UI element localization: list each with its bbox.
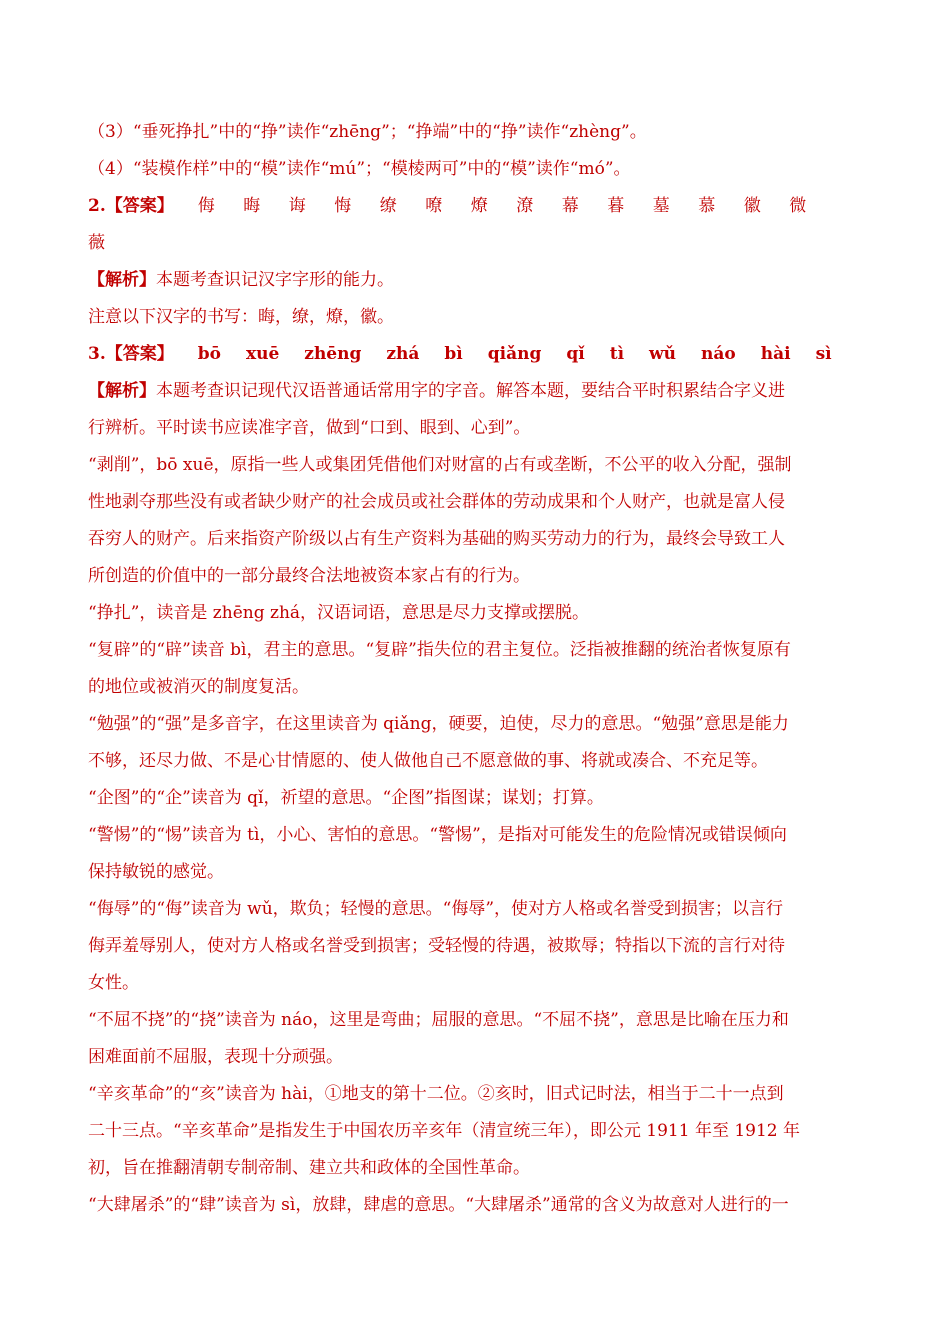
q3-analysis-line (88, 780, 868, 817)
q2-char: 侮 (197, 196, 215, 216)
q3-analysis-text: “辛亥革命”的“亥”读音为 hài，①地支的第十二位。②亥时，旧式记时法，相当于二十一点到 (88, 1084, 784, 1104)
q3-analysis-text: 所创造的价值中的一部分最终合法地被资本家占有的行为。 (88, 566, 530, 586)
q2-char: 诲 (288, 196, 306, 216)
q2-analysis-text: 本题考查识记汉字字形的能力。 (156, 270, 394, 290)
q3-analysis-text: “企图”的“企”读音为 qǐ，祈望的意思。“企图”指图谋；谋划；打算。 (88, 788, 604, 808)
q3-analysis-line (88, 484, 868, 521)
q3-pinyin: náo (701, 344, 736, 364)
q3-analysis-label: 【解析】 (88, 381, 156, 401)
q2-answer-label: 2.【答案】 (88, 196, 174, 216)
q2-char: 缭 (379, 196, 397, 216)
q3-pinyin: zhēng (304, 344, 362, 364)
q2-answer-row (88, 188, 868, 225)
q2-note: 注意以下汉字的书写：晦，缭，燎，徽。 (88, 307, 394, 327)
q2-char: 晦 (243, 196, 261, 216)
q2-char: 墓 (652, 196, 670, 216)
q3-pinyin: hài (760, 344, 791, 364)
q3-analysis-line (88, 1187, 868, 1224)
q3-pinyin: zhá (386, 344, 420, 364)
q3-analysis-line (88, 669, 868, 706)
q3-pinyin: xuē (245, 344, 280, 364)
q3-analysis-line (88, 1039, 868, 1076)
q3-analysis-text: 女性。 (88, 973, 139, 993)
q3-analysis-text: 保持敏锐的感觉。 (88, 862, 224, 882)
q3-analysis-line (88, 632, 868, 669)
q3-analysis-text: 不够，还尽力做、不是心甘情愿的、使人做他自己不愿意做的事、将就或凑合、不充足等。 (88, 751, 768, 771)
q3-analysis-line (88, 1150, 868, 1187)
q3-analysis-line (88, 373, 868, 410)
q3-pinyin: wǔ (649, 344, 677, 364)
q3-pinyin: tì (609, 344, 625, 364)
q3-analysis-line (88, 965, 868, 1002)
q3-analysis-line (88, 891, 868, 928)
q3-pinyin: bì (444, 344, 463, 364)
q3-pinyin: bō (197, 344, 221, 364)
q3-analysis-line (88, 1113, 868, 1150)
q3-analysis-line (88, 1002, 868, 1039)
q3-answer-label: 3.【答案】 (88, 344, 174, 364)
q3-analysis-text: 困难面前不屈服，表现十分顽强。 (88, 1047, 343, 1067)
q2-char: 慕 (698, 196, 716, 216)
q2-char-list (198, 188, 835, 225)
q3-analysis-text: “勉强”的“强”是多音字，在这里读音为 qiǎng，硬要，迫使，尽力的意思。“勉强”意思是能力 (88, 714, 789, 734)
item-3: （3）“垂死挣扎”中的“挣”读作“zhēng”；“挣端”中的“挣”读作“zhèng”。 (88, 122, 647, 142)
document-page (88, 114, 868, 1224)
q3-analysis-text: “警惕”的“惕”读音为 tì，小心、害怕的意思。“警惕”，是指对可能发生的危险情况或错误倾向 (88, 825, 787, 845)
q3-analysis-text: 二十三点。“辛亥革命”是指发生于中国农历辛亥年（清宣统三年），即公元 1911 年至 1912 年 (88, 1121, 801, 1141)
q3-pinyin: qiǎng (487, 344, 542, 364)
q3-analysis-text: 本题考查识记现代汉语普通话常用字的字音。解答本题，要结合平时积累结合字义进 (156, 381, 785, 401)
q2-char: 潦 (516, 196, 534, 216)
q2-char: 燎 (470, 196, 488, 216)
q3-analysis-block (88, 373, 868, 1224)
q3-analysis-line (88, 743, 868, 780)
q3-analysis-line (88, 595, 868, 632)
q3-analysis-text: 性地剥夺那些没有或者缺少财产的社会成员或社会群体的劳动成果和个人财产，也就是富人侵 (88, 492, 785, 512)
q3-analysis-text: “侮辱”的“侮”读音为 wǔ，欺负；轻慢的意思。“侮辱”，使对方人格或名誉受到损害；以言行 (88, 899, 784, 919)
q3-analysis-text: “复辟”的“辟”读音 bì，君主的意思。“复辟”指失位的君主复位。泛指被推翻的统治者恢复原有 (88, 640, 791, 660)
q2-char: 暮 (607, 196, 625, 216)
q3-analysis-line (88, 558, 868, 595)
q3-analysis-line (88, 928, 868, 965)
q2-char: 悔 (334, 196, 352, 216)
q3-pinyin-list (198, 336, 857, 373)
q3-analysis-text: 侮弄羞辱别人，使对方人格或名誉受到损害；受轻慢的待遇，被欺辱；特指以下流的言行对待 (88, 936, 785, 956)
q3-analysis-text: “挣扎”，读音是 zhēng zhá，汉语词语，意思是尽力支撑或摆脱。 (88, 603, 590, 623)
q2-char-line2: 薇 (88, 233, 105, 253)
q3-analysis-line (88, 817, 868, 854)
q3-analysis-text: “剥削”，bō xuē，原指一些人或集团凭借他们对财富的占有或垄断，不公平的收入分配，强制 (88, 455, 792, 475)
q2-char: 嘹 (425, 196, 443, 216)
q3-analysis-text: “不屈不挠”的“挠”读音为 náo，这里是弯曲；屈服的意思。“不屈不挠”，意思是比喻在压力和 (88, 1010, 789, 1030)
q3-pinyin: sì (815, 344, 832, 364)
q3-analysis-line (88, 706, 868, 743)
q3-pinyin: qǐ (566, 344, 585, 364)
q2-char: 徽 (743, 196, 761, 216)
q2-analysis (88, 262, 868, 299)
q3-answer-row (88, 336, 868, 373)
q3-analysis-text: 的地位或被消灭的制度复活。 (88, 677, 309, 697)
q2-analysis-label: 【解析】 (88, 270, 156, 290)
q3-analysis-text: 吞穷人的财产。后来指资产阶级以占有生产资料为基础的购买劳动力的行为，最终会导致工人 (88, 529, 785, 549)
q2-char: 幕 (561, 196, 579, 216)
q3-analysis-line (88, 854, 868, 891)
q3-analysis-text: 行辨析。平时读书应读准字音，做到“口到、眼到、心到”。 (88, 418, 531, 438)
q3-analysis-line (88, 1076, 868, 1113)
q3-analysis-text: 初，旨在推翻清朝专制帝制、建立共和政体的全国性革命。 (88, 1158, 530, 1178)
q3-analysis-line (88, 521, 868, 558)
q3-analysis-text: “大肆屠杀”的“肆”读音为 sì，放肆，肆虐的意思。“大肆屠杀”通常的含义为故意对人进行的一 (88, 1195, 789, 1215)
item-4: （4）“装模作样”中的“模”读作“mú”；“模棱两可”中的“模”读作“mó”。 (88, 159, 631, 179)
q3-analysis-line (88, 447, 868, 484)
q2-char: 微 (789, 196, 807, 216)
q3-analysis-line (88, 410, 868, 447)
